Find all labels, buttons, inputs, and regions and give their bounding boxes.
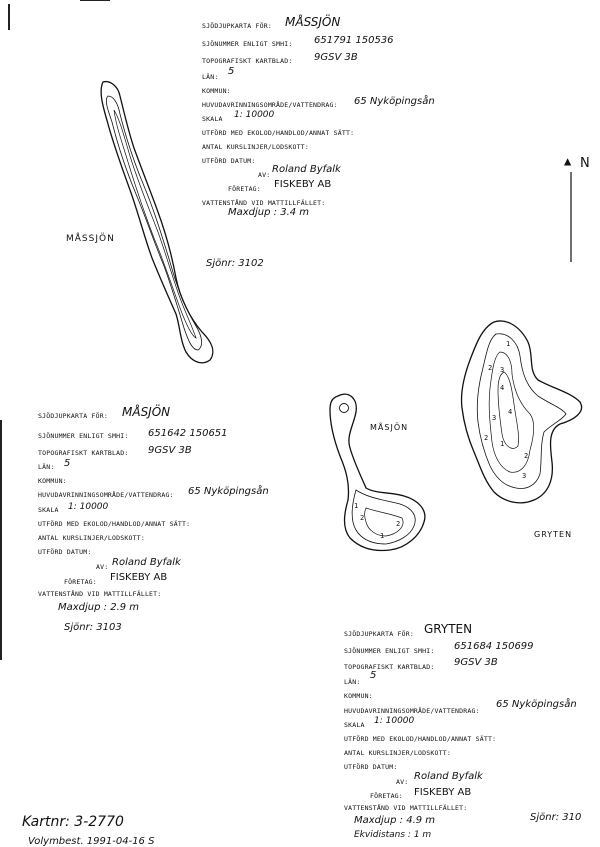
footer-volymbest: Volymbest. 1991-04-16 S [28, 836, 155, 847]
b3-sjonr: Sjönr: 310 [530, 812, 582, 823]
b2-av: Roland Byfalk [112, 557, 181, 568]
north-arrow-head: ▲ [564, 154, 572, 168]
scan-mark-left-2 [0, 420, 2, 660]
masjon-depth-4: 1 [380, 532, 385, 540]
b2-label-kommun: KOMMUN: [38, 477, 67, 485]
b3-label-av: AV: [396, 778, 409, 786]
b2-skala: 1: 10000 [68, 502, 109, 512]
b1-label-kommun: KOMMUN: [202, 87, 231, 95]
gryten-depth-5: 4 [508, 408, 513, 416]
massjon-contour-1 [106, 96, 201, 350]
b2-label-topografiskt: TOPOGRAFISKT KARTBLAD: [38, 449, 129, 457]
b3-label-antal: ANTAL KURSLINJER/LODSKOTT: [344, 749, 451, 757]
b1-kartblad: 9GSV 3B [314, 52, 358, 63]
gryten-depth-4: 4 [500, 384, 505, 392]
b3-skala: 1: 10000 [374, 716, 415, 726]
b1-label-skala: SKALA [202, 115, 223, 123]
b3-lan: 5 [370, 670, 377, 681]
b2-label-foretag: FÖRETAG: [64, 578, 97, 586]
b1-label-sjodjupkarta: SJÖDJUPKARTA FÖR: [202, 22, 272, 30]
b3-sjonummer: 651684 150699 [454, 641, 534, 652]
b1-foretag: FISKEBY AB [274, 179, 332, 190]
b3-kartblad: 9GSV 3B [454, 657, 498, 668]
footer-kartnr: Kartnr: 3-2770 [22, 814, 124, 830]
scan-mark-top [80, 0, 110, 1]
b1-lake-name: MÅSSJÖN [285, 15, 341, 29]
b3-lake-name: GRYTEN [424, 622, 473, 636]
b3-label-utford-med: UTFÖRD MED EKOLOD/HANDLOD/ANNAT SÄTT: [344, 735, 497, 743]
gryten-depth-2: 2 [488, 364, 493, 372]
gryten-depth-10: 3 [522, 472, 527, 480]
b1-sjonr: Sjönr: 3102 [206, 258, 264, 269]
gryten-depth-1: 1 [506, 340, 511, 348]
b3-foretag: FISKEBY AB [414, 787, 472, 798]
map-label-gryten: GRYTEN [534, 530, 573, 539]
b3-label-topografiskt: TOPOGRAFISKT KARTBLAD: [344, 663, 435, 671]
north-label: N [580, 156, 590, 171]
b2-label-skala: SKALA [38, 506, 59, 514]
map-label-massjon: MÅSSJÖN [66, 234, 115, 244]
b1-sjonummer: 651791 150536 [314, 35, 394, 46]
b1-label-antal: ANTAL KURSLINJER/LODSKOTT: [202, 143, 309, 151]
b2-foretag: FISKEBY AB [110, 572, 168, 583]
b2-vattendrag: 65 Nyköpingsån [188, 486, 269, 497]
b3-label-kommun: KOMMUN: [344, 692, 373, 700]
b1-label-sjonummer: SJÖNUMMER ENLIGT SMHI: [202, 40, 293, 48]
b3-label-foretag: FÖRETAG: [370, 792, 403, 800]
gryten-depth-6: 3 [492, 414, 497, 422]
b1-label-foretag: FÖRETAG: [228, 185, 261, 193]
b2-label-av: AV: [96, 563, 109, 571]
b2-label-utford-med: UTFÖRD MED EKOLOD/HANDLOD/ANNAT SÄTT: [38, 520, 191, 528]
b1-label-lan: LÄN: [202, 73, 219, 81]
masjon-islet [340, 404, 349, 413]
b1-label-utford-med: UTFÖRD MED EKOLOD/HANDLOD/ANNAT SÄTT: [202, 129, 355, 137]
b2-label-antal: ANTAL KURSLINJER/LODSKOTT: [38, 534, 145, 542]
b2-label-vattenstand: VATTENSTÅND VID MATTILLFÄLLET: [38, 590, 162, 598]
gryten-depth-7: 2 [484, 434, 489, 442]
b3-label-sjonummer: SJÖNUMMER ENLIGT SMHI: [344, 647, 435, 655]
b1-label-av: AV: [258, 171, 271, 179]
b2-label-sjonummer: SJÖNUMMER ENLIGT SMHI: [38, 432, 129, 440]
b1-av: Roland Byfalk [272, 164, 341, 175]
b3-label-sjodjupkarta: SJÖDJUPKARTA FÖR: [344, 630, 414, 638]
map-label-masjon: MÅSJÖN [370, 423, 409, 432]
masjon-shoreline [330, 394, 425, 550]
b3-label-huvudavrinning: HUVUDAVRINNINGSOMRÅDE/VATTENDRAG: [344, 707, 480, 715]
b1-lan: 5 [228, 66, 235, 77]
b2-label-lan: LÄN: [38, 463, 55, 471]
b2-maxdjup: Maxdjup : 2.9 m [58, 602, 140, 613]
b1-skala: 1: 10000 [234, 110, 275, 120]
b1-vattendrag: 65 Nyköpingsån [354, 96, 435, 107]
b3-vattendrag: 65 Nyköpingsån [496, 699, 577, 710]
b2-lan: 5 [64, 458, 71, 469]
masjon-depth-2: 2 [360, 514, 365, 522]
scan-mark-left-1 [8, 4, 10, 30]
b2-sjonummer: 651642 150651 [148, 428, 228, 439]
b3-label-skala: SKALA [344, 721, 365, 729]
b2-label-huvudavrinning: HUVUDAVRINNINGSOMRÅDE/VATTENDRAG: [38, 491, 174, 499]
gryten-depth-3: 3 [500, 366, 505, 374]
masjon-depth-1: 1 [354, 502, 359, 510]
b1-label-vattenstand: VATTENSTÅND VID MATTILLFÄLLET: [202, 199, 326, 207]
b2-label-sjodjupkarta: SJÖDJUPKARTA FÖR: [38, 412, 108, 420]
b2-label-utford-datum: UTFÖRD DATUM: [38, 548, 92, 556]
masjon-depth-3: 2 [396, 520, 401, 528]
b3-ekvidistans: Ekvidistans : 1 m [354, 830, 432, 840]
b3-av: Roland Byfalk [414, 771, 483, 782]
b2-sjonr: Sjönr: 3103 [64, 622, 122, 633]
b3-label-utford-datum: UTFÖRD DATUM: [344, 763, 398, 771]
b2-kartblad: 9GSV 3B [148, 445, 192, 456]
b3-label-vattenstand: VATTENSTÅND VID MATTILLFÄLLET: [344, 804, 468, 812]
b1-label-utford-datum: UTFÖRD DATUM: [202, 157, 256, 165]
b1-maxdjup: Maxdjup : 3.4 m [228, 207, 310, 218]
b1-label-topografiskt: TOPOGRAFISKT KARTBLAD: [202, 57, 293, 65]
gryten-depth-8: 1 [500, 440, 505, 448]
b3-maxdjup: Maxdjup : 4.9 m [354, 815, 436, 826]
b3-label-lan: LÄN: [344, 678, 361, 686]
b2-lake-name: MÅSJÖN [122, 405, 171, 419]
b1-label-huvudavrinning: HUVUDAVRINNINGSOMRÅDE/VATTENDRAG: [202, 101, 338, 109]
gryten-depth-9: 2 [524, 452, 529, 460]
